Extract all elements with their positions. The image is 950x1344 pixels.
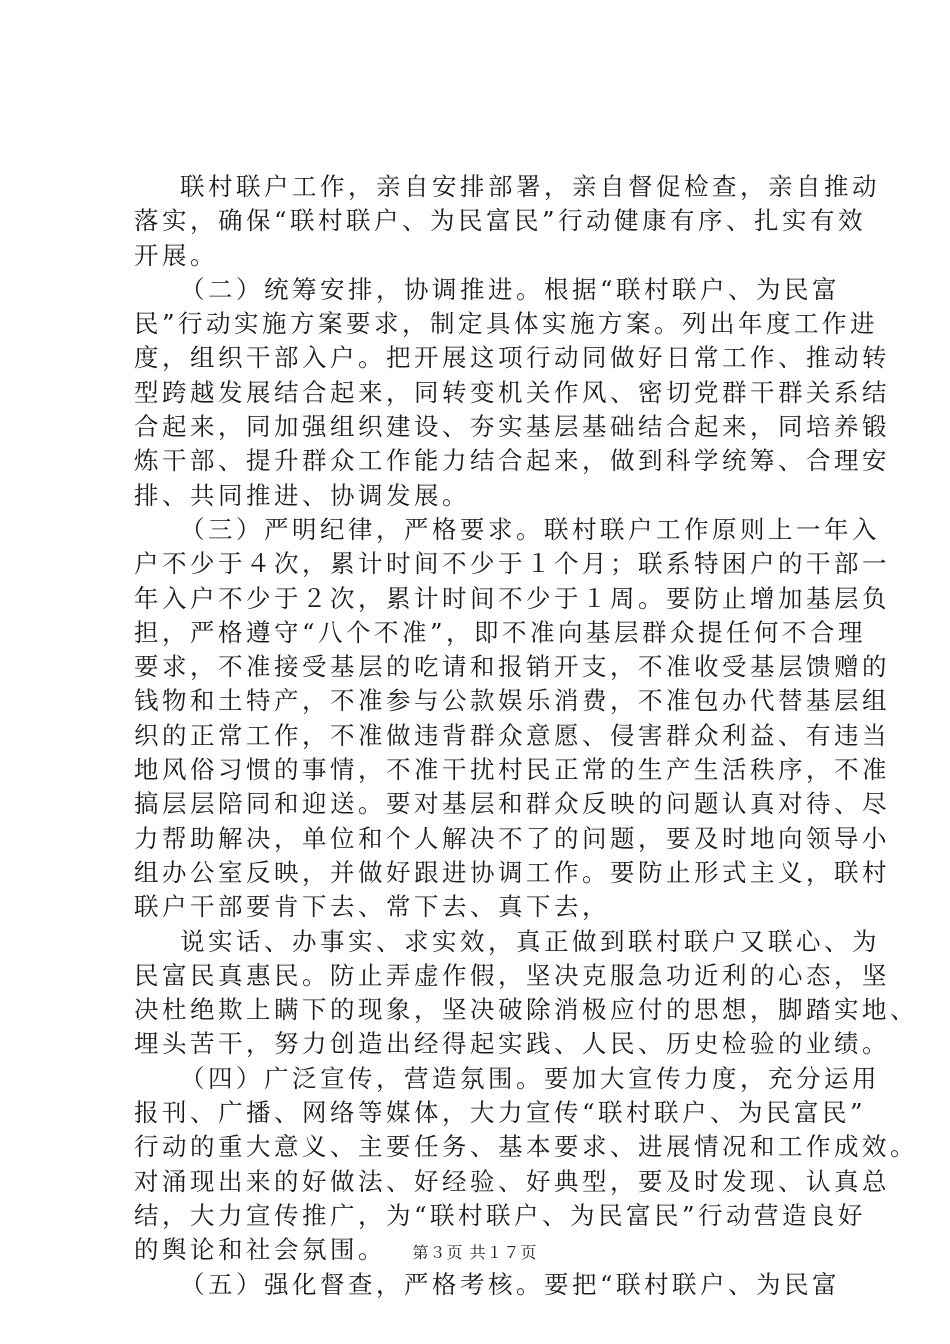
text-line: 力帮助解决，单位和个人解决不了的问题，要及时地向领导小 [134, 823, 890, 853]
text-line: 担，严格遵守“八个不准”，即不准向基层群众提任何不合理 [134, 617, 867, 647]
text-line: 要求，不准接受基层的吃请和报销开支，不准收受基层馈赠的 [134, 652, 890, 682]
text-line: 的舆论和社会氛围。 [134, 1235, 386, 1265]
text-line: 户不少于４次，累计时间不少于１个月；联系特困户的干部一 [134, 549, 890, 579]
body-text [134, 170, 918, 1302]
text-line: 度，组织干部入户。把开展这项行动同做好日常工作、推动转 [134, 343, 890, 373]
text-line: 排、共同推进、协调发展。 [134, 480, 470, 510]
text-line: 搞层层陪同和迎送。要对基层和群众反映的问题认真对待、尽 [134, 789, 890, 819]
text-line: 联户干部要肯下去、常下去、真下去， [134, 892, 610, 922]
text-line: 报刊、广播、网络等媒体，大力宣传“联村联户、为民富民” [134, 1098, 867, 1128]
paragraph-first-line: （二）统筹安排，协调推进。根据“联村联户、为民富 [180, 274, 841, 304]
text-line: 落实，确保“联村联户、为民富民”行动健康有序、扎实有效 [134, 206, 867, 236]
text-line: 织的正常工作，不准做违背群众意愿、侵害群众利益、有违当 [134, 720, 890, 750]
text-line: 炼干部、提升群众工作能力结合起来，做到科学统筹、合理安 [134, 446, 890, 476]
text-line: 结，大力宣传推广，为“联村联户、为民富民”行动营造良好 [134, 1200, 867, 1230]
text-line: 民富民真惠民。防止弄虚作假，坚决克服急功近利的心态，坚 [134, 960, 890, 990]
text-line: 民”行动实施方案要求，制定具体实施方案。列出年度工作进 [134, 309, 879, 339]
text-line: 开展。 [134, 240, 218, 270]
text-line: 对涌现出来的好做法、好经验、好典型，要及时发现、认真总 [134, 1166, 890, 1196]
paragraph-first-line: 联村联户工作，亲自安排部署，亲自督促检查，亲自推动 [180, 172, 880, 201]
text-line: 钱物和土特产，不准参与公款娱乐消费，不准包办代替基层组 [134, 686, 890, 716]
text-line: 决杜绝欺上瞒下的现象，坚决破除消极应付的思想，脚踏实地、 [134, 995, 918, 1025]
paragraph-first-line: （三）严明纪律，严格要求。联村联户工作原则上一年入 [180, 514, 880, 544]
page-footer: 第３页 共１７页 [412, 1243, 538, 1262]
text-line: 型跨越发展结合起来，同转变机关作风、密切党群干群关系结 [134, 377, 890, 407]
text-line: 地风俗习惯的事情，不准干扰村民正常的生产生活秩序，不准 [134, 755, 890, 785]
text-line: 埋头苦干，努力创造出经得起实践、人民、历史检验的业绩。 [134, 1029, 890, 1059]
text-line: 合起来，同加强组织建设、夯实基层基础结合起来，同培养锻 [134, 412, 890, 442]
paragraph-first-line: （五）强化督查，严格考核。要把“联村联户、为民富 [180, 1269, 841, 1299]
text-line: 行动的重大意义、主要任务、基本要求、进展情况和工作成效。 [134, 1132, 918, 1162]
text-line: 年入户不少于２次，累计时间不少于１周。要防止增加基层负 [134, 583, 890, 613]
paragraph-first-line: （四）广泛宣传，营造氛围。要加大宣传力度，充分运用 [180, 1063, 880, 1093]
paragraph-first-line: 说实话、办事实、求实效，真正做到联村联户又联心、为 [180, 926, 880, 956]
text-line: 组办公室反映，并做好跟进协调工作。要防止形式主义，联村 [134, 857, 890, 887]
